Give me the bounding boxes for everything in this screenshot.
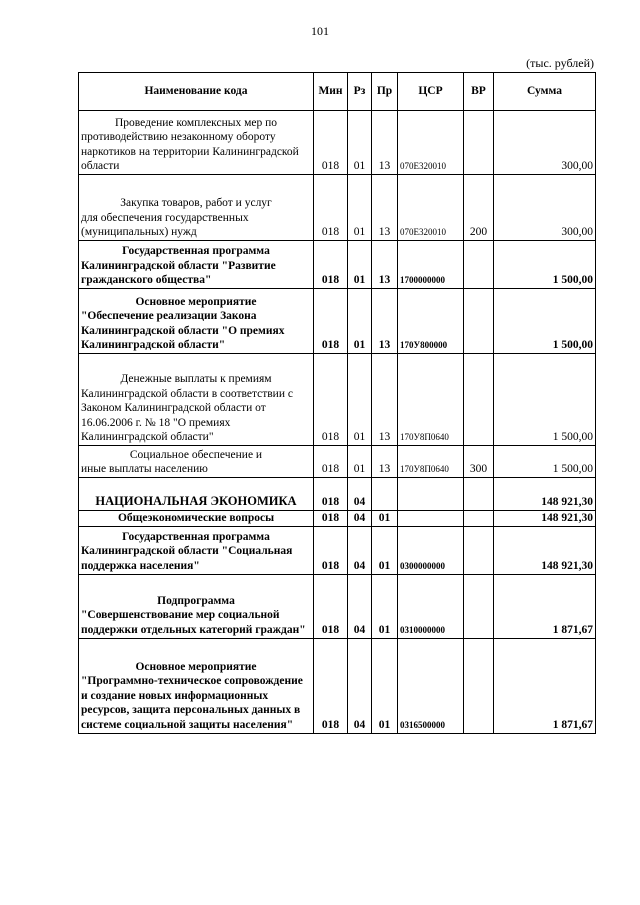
row-name-rest: для обеспечения государственных (муниципальных) нужд — [81, 211, 249, 239]
row-rz: 04 — [348, 478, 372, 511]
row-sum: 1 871,67 — [494, 574, 596, 638]
table-row — [79, 446, 596, 478]
row-sum: 1 500,00 — [494, 354, 596, 446]
row-rz: 01 — [348, 354, 372, 446]
row-pr: 01 — [372, 526, 398, 574]
row-vr — [464, 574, 494, 638]
row-name-rest: "Обеспечение реализации Закона Калининградской области "О премиях Калининградской области" — [81, 310, 285, 352]
row-rz: 01 — [348, 241, 372, 289]
row-rz: 04 — [348, 511, 372, 527]
table-row — [79, 526, 596, 574]
row-name-first: Основное мероприятие — [135, 660, 257, 673]
row-csr: 1700000000 — [398, 241, 464, 289]
row-vr — [464, 511, 494, 527]
row-sum: 300,00 — [494, 111, 596, 175]
row-rz: 04 — [348, 526, 372, 574]
budget-table — [78, 72, 596, 734]
page-number: 101 — [311, 24, 329, 38]
row-vr — [464, 289, 494, 354]
row-sum: 1 500,00 — [494, 446, 596, 478]
row-pr — [372, 478, 398, 511]
row-pr: 13 — [372, 289, 398, 354]
table-header-row — [79, 73, 596, 111]
row-vr — [464, 478, 494, 511]
row-name-first: Проведение комплексных мер по — [115, 116, 277, 129]
row-name-rest: иные выплаты населению — [81, 463, 208, 476]
row-vr: 300 — [464, 446, 494, 478]
row-min: 018 — [314, 574, 348, 638]
row-csr — [398, 511, 464, 527]
row-name — [79, 511, 314, 527]
header-min: Мин — [314, 73, 348, 111]
table-row — [79, 175, 596, 241]
row-name-first: Закупка товаров, работ и услуг — [120, 197, 272, 210]
row-name — [79, 526, 314, 574]
row-sum: 1 871,67 — [494, 638, 596, 733]
row-name-first: НАЦИОНАЛЬНАЯ ЭКОНОМИКА — [95, 494, 297, 509]
row-min: 018 — [314, 638, 348, 733]
table-row — [79, 511, 596, 527]
row-name-rest: "Совершенствование мер социальной поддержки отдельных категорий граждан" — [81, 609, 306, 636]
header-sum: Сумма — [494, 73, 596, 111]
row-name-rest: Калининградской области "Социальная поддержка населения" — [81, 545, 293, 572]
row-name-rest: "Программно-техническое сопровождение и создание новых информационных ресурсов, защита персональных данных в системе социальной защиты населения" — [81, 675, 303, 731]
row-pr: 13 — [372, 241, 398, 289]
row-name — [79, 354, 314, 446]
header-csr: ЦСР — [398, 73, 464, 111]
row-rz: 01 — [348, 446, 372, 478]
row-name — [79, 175, 314, 241]
row-name — [79, 111, 314, 175]
row-name-first: Социальное обеспечение и — [129, 448, 263, 461]
row-name-rest: Калининградской области "Развитие гражданского общества" — [81, 259, 276, 287]
row-csr — [398, 478, 464, 511]
row-name — [79, 289, 314, 354]
row-vr — [464, 354, 494, 446]
header-rz: Рз — [348, 73, 372, 111]
row-name-rest: противодействию незаконному обороту наркотиков на территории Калининградской области — [81, 131, 299, 173]
row-csr: 170У8П0640 — [398, 446, 464, 478]
row-min: 018 — [314, 511, 348, 527]
row-csr: 070Е320010 — [398, 111, 464, 175]
row-min: 018 — [314, 175, 348, 241]
row-min: 018 — [314, 289, 348, 354]
row-rz: 04 — [348, 574, 372, 638]
row-name-first: Основное мероприятие — [135, 295, 257, 308]
row-name-first: Общеэкономические вопросы — [117, 512, 275, 524]
row-pr: 01 — [372, 511, 398, 527]
row-min: 018 — [314, 446, 348, 478]
row-sum: 148 921,30 — [494, 511, 596, 527]
row-sum: 148 921,30 — [494, 526, 596, 574]
row-rz: 01 — [348, 289, 372, 354]
row-pr: 01 — [372, 638, 398, 733]
row-pr: 01 — [372, 574, 398, 638]
row-vr — [464, 638, 494, 733]
row-csr: 170У800000 — [398, 289, 464, 354]
row-vr: 200 — [464, 175, 494, 241]
row-min: 018 — [314, 111, 348, 175]
units-label: (тыс. рублей) — [526, 56, 594, 70]
row-name — [79, 446, 314, 478]
table-row — [79, 354, 596, 446]
header-name: Наименование кода — [79, 73, 314, 111]
row-min: 018 — [314, 241, 348, 289]
row-pr: 13 — [372, 446, 398, 478]
row-vr — [464, 111, 494, 175]
row-csr: 0316500000 — [398, 638, 464, 733]
header-vr: ВР — [464, 73, 494, 111]
row-pr: 13 — [372, 111, 398, 175]
row-csr: 0310000000 — [398, 574, 464, 638]
row-name-first: Государственная программа — [122, 245, 270, 258]
row-csr: 070Е320010 — [398, 175, 464, 241]
row-vr — [464, 241, 494, 289]
row-name-first: Государственная программа — [122, 530, 270, 543]
row-rz: 01 — [348, 175, 372, 241]
row-min: 018 — [314, 354, 348, 446]
row-rz: 04 — [348, 638, 372, 733]
table-row — [79, 478, 596, 511]
row-min: 018 — [314, 526, 348, 574]
row-sum: 1 500,00 — [494, 241, 596, 289]
row-sum: 1 500,00 — [494, 289, 596, 354]
row-name — [79, 574, 314, 638]
table-row — [79, 111, 596, 175]
row-name — [79, 478, 314, 511]
header-pr: Пр — [372, 73, 398, 111]
row-name-first: Подпрограмма — [157, 594, 235, 607]
row-name-first: Денежные выплаты к премиям — [120, 373, 272, 386]
table-row — [79, 638, 596, 733]
row-sum: 148 921,30 — [494, 478, 596, 511]
row-csr: 0300000000 — [398, 526, 464, 574]
row-name-rest: Калининградской области в соответствии с Законом Калининградской области от 16.06.2006 г. № 18 "О премиях Калининградской области" — [81, 387, 293, 444]
table-row — [79, 574, 596, 638]
row-csr: 170У8П0640 — [398, 354, 464, 446]
row-name — [79, 241, 314, 289]
row-pr: 13 — [372, 175, 398, 241]
row-min: 018 — [314, 478, 348, 511]
row-name — [79, 638, 314, 733]
row-pr: 13 — [372, 354, 398, 446]
table-row — [79, 289, 596, 354]
row-sum: 300,00 — [494, 175, 596, 241]
table-row — [79, 241, 596, 289]
row-vr — [464, 526, 494, 574]
row-rz: 01 — [348, 111, 372, 175]
